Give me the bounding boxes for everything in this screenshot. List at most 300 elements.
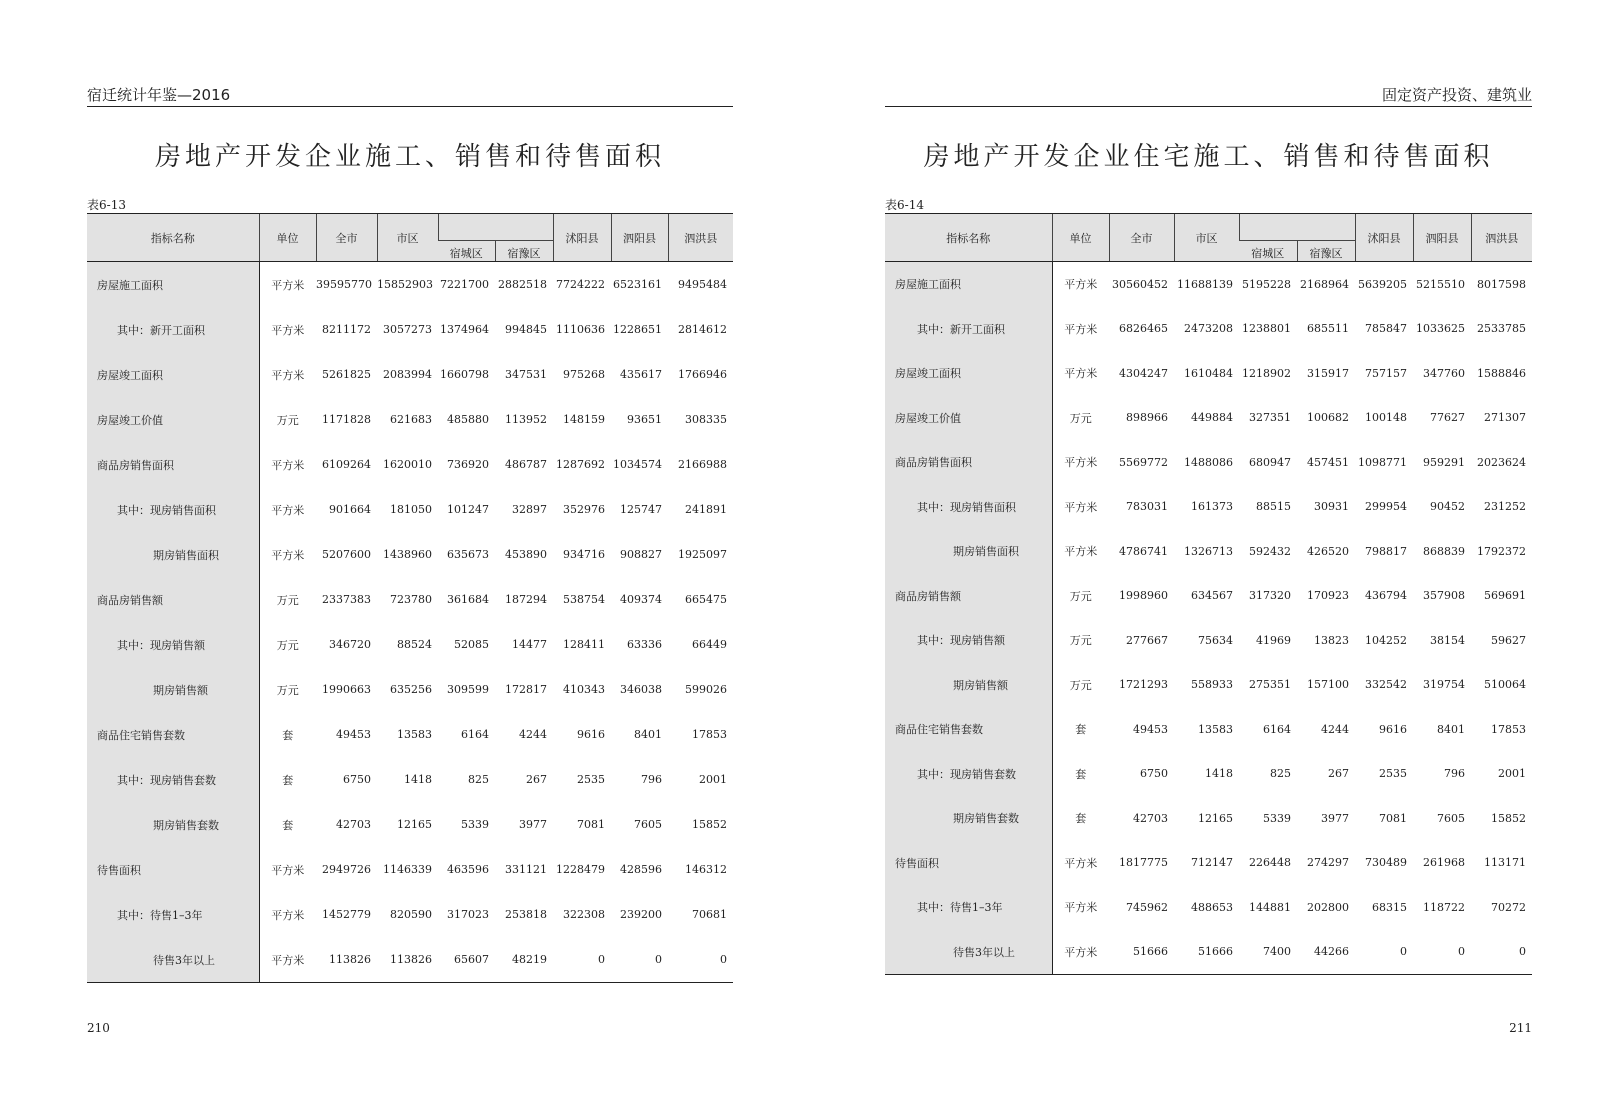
table-cell: 241891 bbox=[685, 503, 727, 516]
table-cell: 5339 bbox=[461, 818, 489, 831]
row-unit: 平方米 bbox=[271, 458, 305, 472]
table-row bbox=[87, 307, 733, 352]
page-number: 210 bbox=[87, 1021, 110, 1035]
table-cell: 352976 bbox=[563, 503, 605, 516]
table-cell: 267 bbox=[526, 773, 547, 786]
table-cell: 12165 bbox=[397, 818, 432, 831]
table-cell: 7605 bbox=[634, 818, 662, 831]
table-cell: 274297 bbox=[1307, 856, 1349, 870]
table-cell: 1171828 bbox=[322, 413, 371, 426]
row-label: 房屋竣工价值 bbox=[87, 397, 259, 442]
table-cell: 1588846 bbox=[1477, 366, 1526, 380]
col-header-shuyang: 沭阳县 bbox=[553, 214, 611, 262]
table-cell: 346038 bbox=[620, 683, 662, 696]
row-label: 其中：现房销售面积 bbox=[87, 487, 259, 532]
table-cell: 825 bbox=[1270, 767, 1291, 781]
row-label: 房屋施工面积 bbox=[87, 262, 259, 308]
row-unit: 平方米 bbox=[271, 368, 305, 382]
table-row bbox=[885, 396, 1532, 441]
table-cell: 308335 bbox=[685, 413, 727, 426]
table-cell: 90452 bbox=[1430, 500, 1465, 514]
col-header-sihong: 泗洪县 bbox=[668, 214, 733, 262]
row-label: 其中：待售1–3年 bbox=[87, 892, 259, 937]
table-cell: 347531 bbox=[505, 368, 547, 381]
table-cell: 4244 bbox=[519, 728, 547, 741]
row-label: 待售面积 bbox=[885, 841, 1052, 886]
table-cell: 68315 bbox=[1372, 900, 1407, 914]
table-cell: 5339 bbox=[1263, 811, 1291, 825]
col-header-urban-group bbox=[1239, 214, 1355, 241]
table-cell: 104252 bbox=[1365, 633, 1407, 647]
table-cell: 730489 bbox=[1365, 856, 1407, 870]
table-row bbox=[87, 487, 733, 532]
table-cell: 975268 bbox=[563, 368, 605, 381]
table-cell: 1452779 bbox=[322, 908, 371, 921]
table-cell: 463596 bbox=[447, 863, 489, 876]
page-title: 房地产开发企业住宅施工、销售和待售面积 bbox=[923, 142, 1494, 172]
row-label: 待售面积 bbox=[87, 847, 259, 892]
row-label: 待售3年以上 bbox=[87, 937, 259, 983]
table-cell: 88524 bbox=[397, 638, 432, 651]
table-cell: 88515 bbox=[1256, 500, 1291, 514]
table-cell: 1990663 bbox=[322, 683, 371, 696]
table-row bbox=[885, 707, 1532, 752]
row-label: 期房销售额 bbox=[87, 667, 259, 712]
table-row bbox=[885, 262, 1532, 307]
table-cell: 436794 bbox=[1365, 589, 1407, 603]
row-label: 商品房销售面积 bbox=[885, 440, 1052, 485]
row-label: 待售3年以上 bbox=[885, 930, 1052, 975]
table-cell: 361684 bbox=[447, 593, 489, 606]
table-cell: 187294 bbox=[505, 593, 547, 606]
table-cell: 271307 bbox=[1484, 411, 1526, 425]
table-cell: 332542 bbox=[1365, 678, 1407, 692]
row-unit: 平方米 bbox=[1052, 930, 1109, 975]
row-unit: 平方米 bbox=[1064, 456, 1098, 470]
table-cell: 1418 bbox=[404, 773, 432, 786]
table-cell: 15852 bbox=[1491, 811, 1526, 825]
row-unit: 万元 bbox=[1069, 678, 1092, 692]
table-cell: 42703 bbox=[1133, 811, 1168, 825]
table-cell: 6164 bbox=[461, 728, 489, 741]
row-unit: 平方米 bbox=[271, 548, 305, 562]
row-unit: 万元 bbox=[1069, 411, 1092, 425]
col-header-sucheng: 宿城区 bbox=[438, 241, 495, 262]
col-header-unit: 单位 bbox=[1052, 214, 1109, 262]
table-row bbox=[885, 307, 1532, 352]
table-cell: 63336 bbox=[627, 638, 662, 651]
table-cell: 1925097 bbox=[678, 548, 727, 561]
table-cell: 6164 bbox=[1263, 722, 1291, 736]
row-label: 期房销售面积 bbox=[87, 532, 259, 577]
row-unit: 平方米 bbox=[271, 278, 305, 292]
table-row bbox=[87, 442, 733, 487]
table-cell: 1998960 bbox=[1119, 589, 1168, 603]
table-cell: 5215510 bbox=[1416, 277, 1465, 291]
table-cell: 7221700 bbox=[440, 278, 489, 291]
table-cell: 2023624 bbox=[1477, 455, 1526, 469]
table-cell: 736920 bbox=[447, 458, 489, 471]
table-cell: 486787 bbox=[505, 458, 547, 471]
col-header-suyu: 宿豫区 bbox=[495, 241, 553, 262]
table-cell: 994845 bbox=[505, 323, 547, 336]
table-row bbox=[87, 757, 733, 802]
table-cell: 5569772 bbox=[1119, 455, 1168, 469]
table-cell: 2168964 bbox=[1300, 277, 1349, 291]
row-unit: 平方米 bbox=[271, 863, 305, 877]
table-cell: 0 bbox=[553, 937, 611, 983]
table-cell: 4786741 bbox=[1119, 544, 1168, 558]
table-cell: 100682 bbox=[1307, 411, 1349, 425]
table-cell: 485880 bbox=[447, 413, 489, 426]
table-cell: 621683 bbox=[390, 413, 432, 426]
table-cell: 1721293 bbox=[1119, 678, 1168, 692]
col-header-sucheng: 宿城区 bbox=[1239, 241, 1297, 262]
statistics-table bbox=[885, 213, 1532, 975]
table-cell: 1287692 bbox=[556, 458, 605, 471]
table-cell: 39595770 bbox=[316, 278, 372, 291]
table-cell: 5195228 bbox=[1242, 277, 1291, 291]
table-cell: 357908 bbox=[1423, 589, 1465, 603]
table-cell: 820590 bbox=[390, 908, 432, 921]
table-cell: 17853 bbox=[692, 728, 727, 741]
table-cell: 346720 bbox=[329, 638, 371, 651]
table-cell: 1238801 bbox=[1242, 322, 1291, 336]
table-cell: 181050 bbox=[390, 503, 432, 516]
table-cell: 8401 bbox=[634, 728, 662, 741]
table-cell: 599026 bbox=[685, 683, 727, 696]
table-row bbox=[885, 529, 1532, 574]
table-cell: 17853 bbox=[1491, 722, 1526, 736]
row-label: 商品房销售额 bbox=[885, 574, 1052, 619]
table-cell: 170923 bbox=[1307, 589, 1349, 603]
table-cell: 901664 bbox=[329, 503, 371, 516]
col-header-urban-group bbox=[438, 214, 553, 241]
table-cell: 128411 bbox=[563, 638, 605, 651]
table-body bbox=[885, 262, 1532, 975]
table-row bbox=[87, 532, 733, 577]
table-cell: 13583 bbox=[397, 728, 432, 741]
table-cell: 15852 bbox=[692, 818, 727, 831]
table-cell: 44266 bbox=[1297, 930, 1355, 975]
row-label: 其中：现房销售额 bbox=[87, 622, 259, 667]
table-cell: 267 bbox=[1328, 767, 1349, 781]
table-cell: 100148 bbox=[1365, 411, 1407, 425]
row-unit: 平方米 bbox=[1064, 901, 1098, 915]
table-cell: 5261825 bbox=[322, 368, 371, 381]
table-cell: 2535 bbox=[1379, 767, 1407, 781]
table-cell: 49453 bbox=[1133, 722, 1168, 736]
statistics-table bbox=[87, 213, 733, 983]
row-unit: 平方米 bbox=[1064, 322, 1098, 336]
row-label: 其中：现房销售套数 bbox=[885, 752, 1052, 797]
table-number: 表6-14 bbox=[885, 198, 924, 212]
table-cell: 7081 bbox=[577, 818, 605, 831]
table-cell: 959291 bbox=[1423, 455, 1465, 469]
table-cell: 1146339 bbox=[383, 863, 432, 876]
row-label: 期房销售套数 bbox=[87, 802, 259, 847]
col-header-city: 全市 bbox=[1109, 214, 1174, 262]
table-cell: 7605 bbox=[1437, 811, 1465, 825]
row-unit: 平方米 bbox=[1064, 545, 1098, 559]
table-cell: 783031 bbox=[1126, 500, 1168, 514]
table-cell: 0 bbox=[1471, 930, 1532, 975]
table-cell: 66449 bbox=[692, 638, 727, 651]
table-cell: 0 bbox=[1413, 930, 1471, 975]
table-cell: 1033625 bbox=[1416, 322, 1465, 336]
table-cell: 410343 bbox=[563, 683, 605, 696]
table-row bbox=[885, 752, 1532, 797]
table-cell: 6750 bbox=[1140, 767, 1168, 781]
table-cell: 635256 bbox=[390, 683, 432, 696]
table-cell: 315917 bbox=[1307, 366, 1349, 380]
table-cell: 327351 bbox=[1249, 411, 1291, 425]
row-label: 期房销售套数 bbox=[885, 796, 1052, 841]
table-cell: 14477 bbox=[512, 638, 547, 651]
table-cell: 161373 bbox=[1191, 500, 1233, 514]
table-cell: 157100 bbox=[1307, 678, 1349, 692]
table-cell: 1034574 bbox=[613, 458, 662, 471]
table-cell: 409374 bbox=[620, 593, 662, 606]
table-cell: 2533785 bbox=[1477, 322, 1526, 336]
table-cell: 52085 bbox=[454, 638, 489, 651]
table-cell: 7400 bbox=[1239, 930, 1297, 975]
row-unit: 万元 bbox=[276, 683, 299, 697]
col-header-sihong: 泗洪县 bbox=[1471, 214, 1532, 262]
col-header-unit: 单位 bbox=[259, 214, 316, 262]
table-cell: 32897 bbox=[512, 503, 547, 516]
table-row bbox=[87, 667, 733, 712]
table-cell: 5207600 bbox=[322, 548, 371, 561]
table-cell: 59627 bbox=[1491, 633, 1526, 647]
table-row bbox=[885, 351, 1532, 396]
table-cell: 680947 bbox=[1249, 455, 1291, 469]
table-cell: 38154 bbox=[1430, 633, 1465, 647]
row-unit: 平方米 bbox=[271, 503, 305, 517]
table-cell: 239200 bbox=[620, 908, 662, 921]
table-number: 表6-13 bbox=[87, 198, 126, 212]
table-cell: 2473208 bbox=[1184, 322, 1233, 336]
table-row bbox=[87, 892, 733, 937]
table-cell: 745962 bbox=[1126, 900, 1168, 914]
table-cell: 1488086 bbox=[1184, 455, 1233, 469]
table-cell: 798817 bbox=[1365, 544, 1407, 558]
table-row bbox=[885, 440, 1532, 485]
table-cell: 2814612 bbox=[678, 323, 727, 336]
table-cell: 1660798 bbox=[440, 368, 489, 381]
table-cell: 113826 bbox=[316, 937, 377, 983]
row-label: 期房销售面积 bbox=[885, 529, 1052, 574]
table-cell: 118722 bbox=[1423, 900, 1465, 914]
table-row bbox=[885, 618, 1532, 663]
col-header-shuyang: 沭阳县 bbox=[1355, 214, 1413, 262]
table-cell: 4304247 bbox=[1119, 366, 1168, 380]
table-cell: 1418 bbox=[1205, 767, 1233, 781]
row-unit: 套 bbox=[1075, 767, 1087, 781]
table-row bbox=[87, 397, 733, 442]
table-cell: 1326713 bbox=[1184, 544, 1233, 558]
table-cell: 70272 bbox=[1491, 900, 1526, 914]
table-cell: 796 bbox=[641, 773, 662, 786]
table-cell: 49453 bbox=[336, 728, 371, 741]
table-cell: 30560452 bbox=[1112, 277, 1168, 291]
table-cell: 30931 bbox=[1314, 500, 1349, 514]
row-unit: 套 bbox=[282, 773, 294, 787]
table-cell: 113952 bbox=[505, 413, 547, 426]
table-cell: 101247 bbox=[447, 503, 489, 516]
table-cell: 125747 bbox=[620, 503, 662, 516]
table-cell: 51666 bbox=[1109, 930, 1174, 975]
table-cell: 202800 bbox=[1307, 900, 1349, 914]
table-cell: 231252 bbox=[1484, 500, 1526, 514]
table-cell: 11688139 bbox=[1177, 277, 1233, 291]
table-cell: 275351 bbox=[1249, 678, 1291, 692]
row-unit: 平方米 bbox=[1064, 856, 1098, 870]
table-cell: 13583 bbox=[1198, 722, 1233, 736]
table-cell: 277667 bbox=[1126, 633, 1168, 647]
table-row bbox=[87, 937, 733, 983]
table-cell: 4244 bbox=[1321, 722, 1349, 736]
col-header-urban: 市区 bbox=[1174, 214, 1239, 262]
row-label: 房屋竣工面积 bbox=[87, 352, 259, 397]
row-unit: 万元 bbox=[1069, 589, 1092, 603]
table-cell: 13823 bbox=[1314, 633, 1349, 647]
table-cell: 723780 bbox=[390, 593, 432, 606]
table-cell: 634567 bbox=[1191, 589, 1233, 603]
table-cell: 7081 bbox=[1379, 811, 1407, 825]
row-label: 商品住宅销售套数 bbox=[885, 707, 1052, 752]
row-unit: 平方米 bbox=[1064, 367, 1098, 381]
table-cell: 48219 bbox=[495, 937, 553, 983]
row-unit: 平方米 bbox=[259, 937, 316, 983]
table-cell: 868839 bbox=[1423, 544, 1465, 558]
table-cell: 331121 bbox=[505, 863, 547, 876]
table-cell: 592432 bbox=[1249, 544, 1291, 558]
table-cell: 435617 bbox=[620, 368, 662, 381]
table-cell: 9616 bbox=[577, 728, 605, 741]
table-row bbox=[885, 930, 1532, 975]
table-cell: 1110636 bbox=[556, 323, 605, 336]
table-cell: 77627 bbox=[1430, 411, 1465, 425]
table-cell: 8401 bbox=[1437, 722, 1465, 736]
table-cell: 2083994 bbox=[383, 368, 432, 381]
table-cell: 2949726 bbox=[322, 863, 371, 876]
table-cell: 226448 bbox=[1249, 856, 1291, 870]
row-label: 商品房销售额 bbox=[87, 577, 259, 622]
table-cell: 15852903 bbox=[377, 278, 433, 291]
table-cell: 8017598 bbox=[1477, 277, 1526, 291]
table-row bbox=[87, 352, 733, 397]
table-cell: 146312 bbox=[685, 863, 727, 876]
row-label: 房屋竣工价值 bbox=[885, 396, 1052, 441]
table-cell: 796 bbox=[1444, 767, 1465, 781]
row-label: 房屋竣工面积 bbox=[885, 351, 1052, 396]
table-cell: 635673 bbox=[447, 548, 489, 561]
table-cell: 908827 bbox=[620, 548, 662, 561]
row-label: 其中：新开工面积 bbox=[885, 307, 1052, 352]
table-row bbox=[87, 622, 733, 667]
table-cell: 712147 bbox=[1191, 856, 1233, 870]
table-cell: 319754 bbox=[1423, 678, 1465, 692]
table-cell: 75634 bbox=[1198, 633, 1233, 647]
row-label: 其中：现房销售面积 bbox=[885, 485, 1052, 530]
table-cell: 0 bbox=[668, 937, 733, 983]
table-cell: 3977 bbox=[519, 818, 547, 831]
table-cell: 457451 bbox=[1307, 455, 1349, 469]
table-cell: 1438960 bbox=[383, 548, 432, 561]
table-cell: 1620010 bbox=[383, 458, 432, 471]
table-cell: 665475 bbox=[685, 593, 727, 606]
table-cell: 1374964 bbox=[440, 323, 489, 336]
table-cell: 2535 bbox=[577, 773, 605, 786]
table-cell: 3057273 bbox=[383, 323, 432, 336]
table-cell: 3977 bbox=[1321, 811, 1349, 825]
table-cell: 1228479 bbox=[556, 863, 605, 876]
table-cell: 144881 bbox=[1249, 900, 1291, 914]
table-cell: 0 bbox=[611, 937, 668, 983]
table-cell: 172817 bbox=[505, 683, 547, 696]
row-label: 其中：现房销售套数 bbox=[87, 757, 259, 802]
table-cell: 261968 bbox=[1423, 856, 1465, 870]
row-label: 期房销售额 bbox=[885, 663, 1052, 708]
row-unit: 套 bbox=[1075, 723, 1087, 737]
right-page bbox=[885, 0, 1532, 1099]
table-cell: 558933 bbox=[1191, 678, 1233, 692]
row-label: 房屋施工面积 bbox=[885, 262, 1052, 307]
row-unit: 万元 bbox=[1069, 634, 1092, 648]
running-header: 宿迁统计年鉴—2016 bbox=[87, 84, 733, 107]
row-unit: 套 bbox=[282, 818, 294, 832]
table-row bbox=[87, 577, 733, 622]
table-cell: 1766946 bbox=[678, 368, 727, 381]
table-cell: 1610484 bbox=[1184, 366, 1233, 380]
row-label: 其中：现房销售额 bbox=[885, 618, 1052, 663]
table-cell: 1792372 bbox=[1477, 544, 1526, 558]
table-cell: 2001 bbox=[699, 773, 727, 786]
table-cell: 2166988 bbox=[678, 458, 727, 471]
table-cell: 426520 bbox=[1307, 544, 1349, 558]
table-cell: 488653 bbox=[1191, 900, 1233, 914]
table-cell: 785847 bbox=[1365, 322, 1407, 336]
table-cell: 2337383 bbox=[322, 593, 371, 606]
row-unit: 万元 bbox=[276, 638, 299, 652]
table-cell: 9495484 bbox=[678, 278, 727, 291]
table-cell: 347760 bbox=[1423, 366, 1465, 380]
table-cell: 0 bbox=[1355, 930, 1413, 975]
table-cell: 825 bbox=[468, 773, 489, 786]
table-cell: 2882518 bbox=[498, 278, 547, 291]
col-header-indicator: 指标名称 bbox=[87, 214, 259, 262]
table-row bbox=[885, 663, 1532, 708]
table-cell: 42703 bbox=[336, 818, 371, 831]
table-cell: 685511 bbox=[1307, 322, 1349, 336]
table-row bbox=[87, 802, 733, 847]
table-cell: 1098771 bbox=[1358, 455, 1407, 469]
page-number: 211 bbox=[1509, 1021, 1532, 1035]
table-row bbox=[87, 847, 733, 892]
running-header: 固定资产投资、建筑业 bbox=[885, 84, 1532, 107]
left-page bbox=[87, 0, 733, 1099]
row-unit: 平方米 bbox=[1064, 500, 1098, 514]
table-cell: 538754 bbox=[563, 593, 605, 606]
table-cell: 8211172 bbox=[322, 323, 371, 336]
table-cell: 453890 bbox=[505, 548, 547, 561]
table-row bbox=[87, 712, 733, 757]
table-cell: 7724222 bbox=[556, 278, 605, 291]
table-row bbox=[885, 885, 1532, 930]
table-cell: 934716 bbox=[563, 548, 605, 561]
table-cell: 41969 bbox=[1256, 633, 1291, 647]
